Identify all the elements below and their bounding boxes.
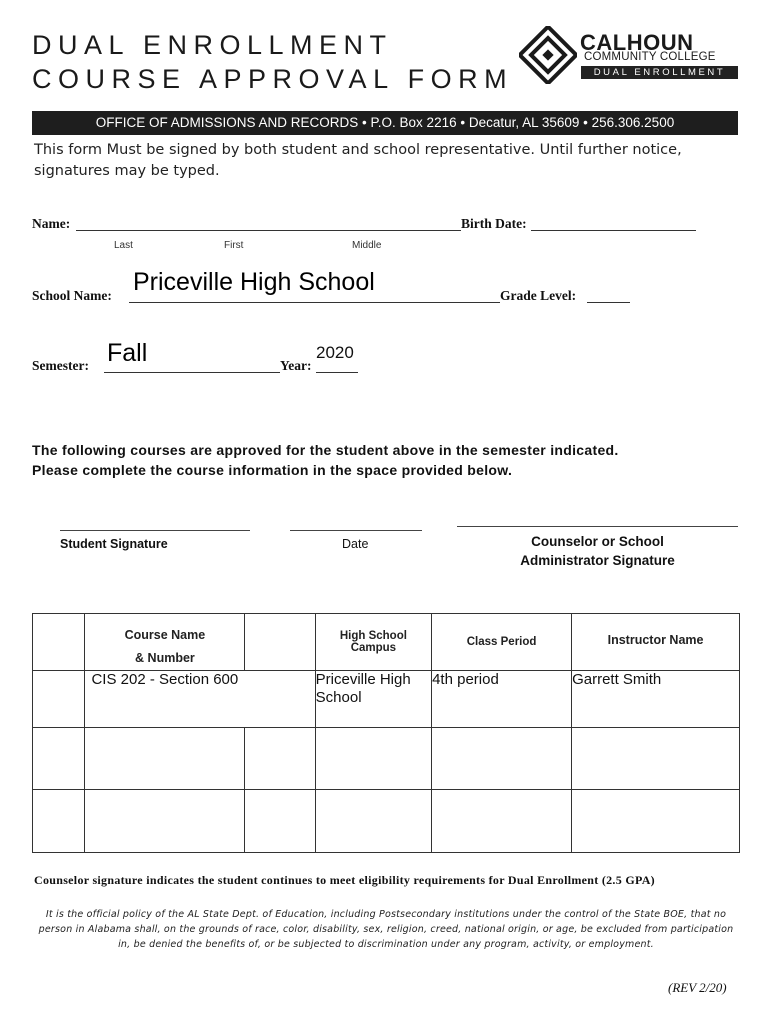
last-name-caption: Last [114, 240, 133, 251]
table-header-campus: High School Campus [315, 614, 431, 671]
approved-line2: Please complete the course information in the space provided below. [32, 462, 513, 478]
row-blank-cell[interactable] [33, 728, 85, 790]
signature-notice: This form Must be signed by both student and school representative. Until further notice, signatures may be typed. [34, 142, 682, 179]
instructor-cell[interactable] [572, 728, 740, 790]
birth-date-label: Birth Date: [461, 216, 527, 231]
campus-cell[interactable] [315, 728, 431, 790]
logo-college-name: CALHOUN [580, 30, 694, 55]
student-signature-line[interactable] [60, 530, 250, 531]
counselor-label-line2: Administrator Signature [520, 553, 675, 568]
header-course-line1: Course Name [124, 628, 206, 642]
table-header-instructor [572, 614, 740, 671]
logo-college-sub: COMMUNITY COLLEGE [584, 51, 716, 63]
approved-statement [32, 440, 619, 480]
school-name-label: School Name: [32, 288, 112, 303]
row-blank-cell[interactable] [33, 671, 85, 728]
first-name-caption: First [224, 240, 244, 251]
instructor-cell[interactable] [572, 790, 740, 853]
counselor-disclaimer: Counselor signature indicates the student continues to meet eligibility requirements for Dual Enrollment (2.5 GPA) [34, 873, 655, 887]
approved-line1: The following courses are approved for the student above in the semester indicated. [32, 442, 619, 458]
name-label: Name: [32, 216, 71, 231]
instructor-cell[interactable]: Garrett Smith [572, 671, 740, 728]
birth-date-field[interactable] [531, 214, 696, 231]
school-name-value: Priceville High School [133, 268, 375, 296]
table-row [33, 671, 740, 728]
course-extra-cell[interactable] [245, 790, 315, 853]
campus-cell[interactable]: Priceville High School [315, 671, 431, 728]
name-field[interactable] [76, 214, 461, 231]
table-header-period: Class Period [432, 614, 572, 671]
calhoun-logo-icon [519, 26, 577, 84]
course-name-cell[interactable]: CIS 202 - Section 600 [85, 671, 315, 728]
campus-cell[interactable] [315, 790, 431, 853]
header-instructor-text: Instructor Name [607, 633, 704, 647]
counselor-signature-line[interactable] [457, 526, 738, 527]
form-title-line2: COURSE APPROVAL FORM [32, 64, 514, 94]
period-cell[interactable] [432, 790, 572, 853]
grade-level-field[interactable] [587, 286, 630, 303]
counselor-label-line1: Counselor or School [531, 534, 664, 549]
semester-label: Semester: [32, 358, 89, 373]
row-blank-cell[interactable] [33, 790, 85, 853]
header-course-line2: & Number [135, 651, 195, 665]
course-name-cell[interactable] [85, 790, 245, 853]
semester-value: Fall [107, 339, 148, 367]
revision-label: (REV 2/20) [668, 980, 727, 995]
table-row [33, 728, 740, 790]
course-name-cell[interactable] [85, 728, 245, 790]
table-header-blank2 [245, 614, 315, 671]
table-header-blank [33, 614, 85, 671]
form-title-line1: DUAL ENROLLMENT [32, 30, 393, 60]
grade-level-label: Grade Level: [500, 288, 577, 303]
year-label: Year: [280, 358, 312, 373]
date-label: Date [342, 537, 369, 551]
counselor-signature-label [457, 532, 738, 570]
nondiscrimination-policy: It is the official policy of the AL State Dept. of Education, including Postsecondary institutions under the control of the State BOE, that no person in Alabama shall, on the grounds of race, color, disability, sex, religion, creed, national origin, or age, be excluded from participation in, be denied the benefits of, or be subjected to discrimination under any program, activity, or employment. [38, 909, 734, 950]
course-table [32, 613, 740, 853]
student-signature-label: Student Signature [60, 537, 168, 551]
table-header-row [33, 614, 740, 671]
course-extra-cell[interactable] [245, 728, 315, 790]
table-header-course [85, 614, 245, 671]
middle-name-caption: Middle [352, 240, 382, 251]
date-signature-line[interactable] [290, 530, 422, 531]
office-info-bar: OFFICE OF ADMISSIONS AND RECORDS • P.O. Box 2216 • Decatur, AL 35609 • 256.306.2500 [32, 111, 738, 135]
period-cell[interactable]: 4th period [432, 671, 572, 728]
logo-dual-enrollment-bar: DUAL ENROLLMENT [581, 66, 738, 79]
table-row [33, 790, 740, 853]
year-value: 2020 [316, 343, 354, 362]
period-cell[interactable] [432, 728, 572, 790]
